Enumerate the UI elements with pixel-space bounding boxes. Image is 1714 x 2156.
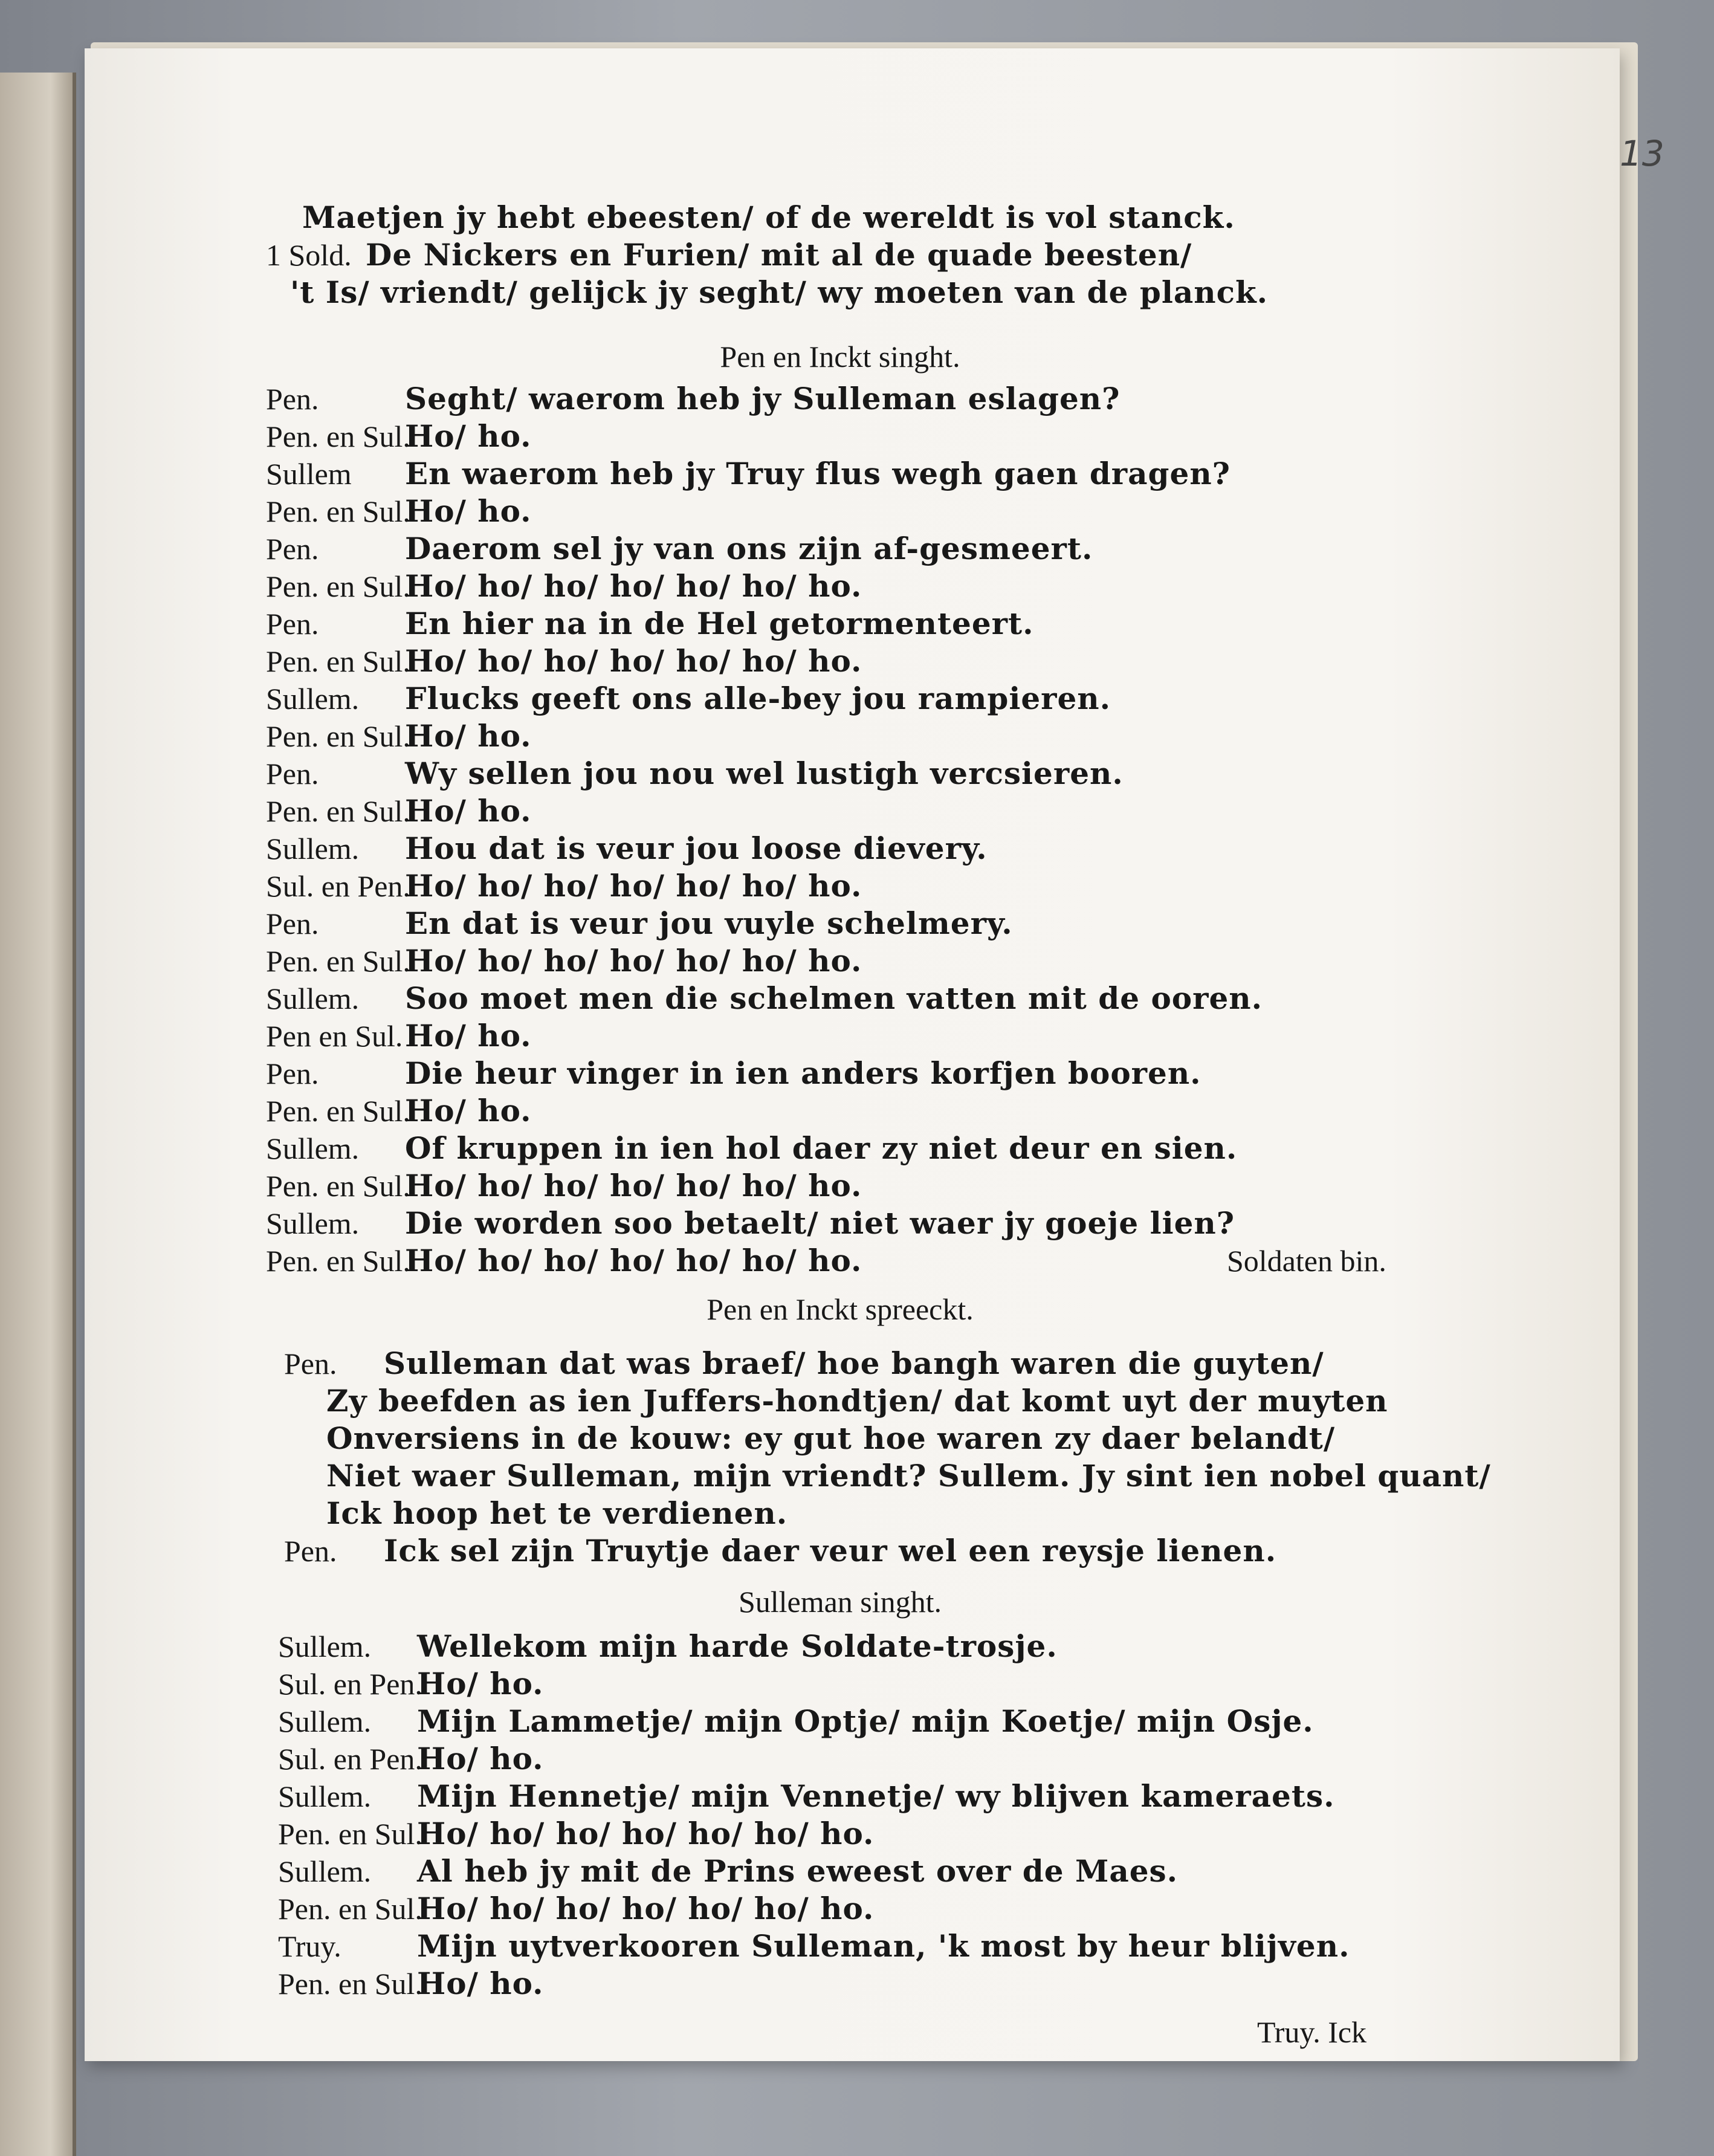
song-line: Pen en Sul.Ho/ ho. [266, 1018, 532, 1054]
song-line: Pen. en Sul.Ho/ ho/ ho/ ho/ ho/ ho/ ho. [278, 1816, 875, 1851]
verse-line: Maetjen jy hebt ebeesten/ of de wereldt is vol stanck. [302, 199, 1235, 235]
song-line: Pen. en Sul.Ho/ ho. [266, 1093, 532, 1128]
song-line: Pen. En hier na in de Hel getormenteert. [266, 606, 1034, 641]
song-line: Sullem. Mijn Hennetje/ mijn Vennetje/ wy blijven kameraets. [278, 1778, 1335, 1814]
song-line: Sullem En waerom heb jy Truy flus wegh gaen dragen? [266, 456, 1231, 491]
song-line: Sullem. Flucks geeft ons alle-bey jou rampieren. [266, 681, 1111, 716]
stage-direction: Soldaten bin. [1227, 1244, 1386, 1278]
song-line: Sul. en Pen.Ho/ ho/ ho/ ho/ ho/ ho/ ho. [266, 868, 862, 904]
song-line: Pen. en Sul.Ho/ ho/ ho/ ho/ ho/ ho/ ho. [278, 1891, 875, 1926]
song-line: Sullem. Hou dat is veur jou loose dievery. [266, 830, 988, 866]
song-line: Sul. en Pen.Ho/ ho. [278, 1666, 544, 1701]
speech-line: Niet waer Sulleman, mijn vriendt? Sullem. Jy sint ien nobel quant/ [326, 1458, 1491, 1494]
book-page [85, 48, 1664, 2061]
speech-line: Pen. Sulleman dat was braef/ hoe bangh waren die guyten/ [284, 1345, 1324, 1381]
song-line: Sullem. Die worden soo betaelt/ niet waer jy goeje lien? [266, 1205, 1235, 1241]
verse-line: 't Is/ vriendt/ gelijck jy seght/ wy moeten van de planck. [290, 274, 1269, 310]
song-line: Sul. en Pen.Ho/ ho. [278, 1741, 544, 1776]
song-line: Sullem. Soo moet men die schelmen vatten mit de ooren. [266, 980, 1263, 1016]
speech-line: Pen. Ick sel zijn Truytje daer veur wel een reysje lienen. [284, 1533, 1277, 1568]
verse-line: 1 Sold. De Nickers en Furien/ mit al de quade beesten/ [266, 237, 1192, 273]
song-line: Pen. en Sul.Ho/ ho. [278, 1966, 544, 2001]
folio-number: 13 [1620, 133, 1664, 174]
song-line: Pen. Seght/ waerom heb jy Sulleman eslagen? [266, 381, 1121, 416]
song-line: Pen. En dat is veur jou vuyle schelmery. [266, 905, 1013, 941]
song-line: Pen. en Sul.Ho/ ho. [266, 793, 532, 829]
song-line: Pen. Wy sellen jou nou wel lustigh vercsieren. [266, 756, 1124, 791]
catchword: Truy. Ick [1257, 2015, 1367, 2049]
song-line: Sullem. Wellekom mijn harde Soldate-trosje. [278, 1628, 1058, 1664]
song-line: Pen. Die heur vinger in ien anders korfjen booren. [266, 1055, 1201, 1091]
song-line: Pen. en Sul.Ho/ ho. [266, 493, 532, 529]
section-heading: Sulleman singht. [738, 1585, 942, 1619]
song-line: Truy. Mijn uytverkooren Sulleman, 'k most by heur blijven. [278, 1928, 1350, 1964]
speech-line: Zy beefden as ien Juffers-hondtjen/ dat komt uyt der muyten [326, 1383, 1388, 1419]
section-heading: Pen en Inckt spreeckt. [707, 1292, 974, 1326]
song-line: Pen. en Sul.Ho/ ho. [266, 718, 532, 754]
speaker-label: 1 Sold. [266, 238, 352, 272]
song-line: Pen. en Sul.Ho/ ho/ ho/ ho/ ho/ ho/ ho. [266, 568, 862, 604]
song-line: Pen. en Sul.Ho/ ho/ ho/ ho/ ho/ ho/ ho. [266, 943, 862, 979]
song-line: Sullem. Of kruppen in ien hol daer zy niet deur en sien. [266, 1130, 1238, 1166]
song-line: Pen. en Sul.Ho/ ho. [266, 418, 532, 454]
song-line: Sullem. Al heb jy mit de Prins eweest over de Maes. [278, 1853, 1179, 1889]
section-heading: Pen en Inckt singht. [720, 340, 960, 374]
song-line: Pen. en Sul.Ho/ ho/ ho/ ho/ ho/ ho/ ho. [266, 1243, 862, 1278]
song-line: Pen. en Sul.Ho/ ho/ ho/ ho/ ho/ ho/ ho. [266, 643, 862, 679]
song-line: Sullem. Mijn Lammetje/ mijn Optje/ mijn Koetje/ mijn Osje. [278, 1703, 1314, 1739]
speech-line: Ick hoop het te verdienen. [326, 1495, 788, 1531]
song-line: Pen. en Sul.Ho/ ho/ ho/ ho/ ho/ ho/ ho. [266, 1168, 862, 1203]
facing-page-edge [0, 73, 76, 2156]
song-line: Pen. Daerom sel jy van ons zijn af-gesmeert. [266, 531, 1093, 566]
speech-line: Onversiens in de kouw: ey gut hoe waren zy daer belandt/ [326, 1420, 1336, 1456]
